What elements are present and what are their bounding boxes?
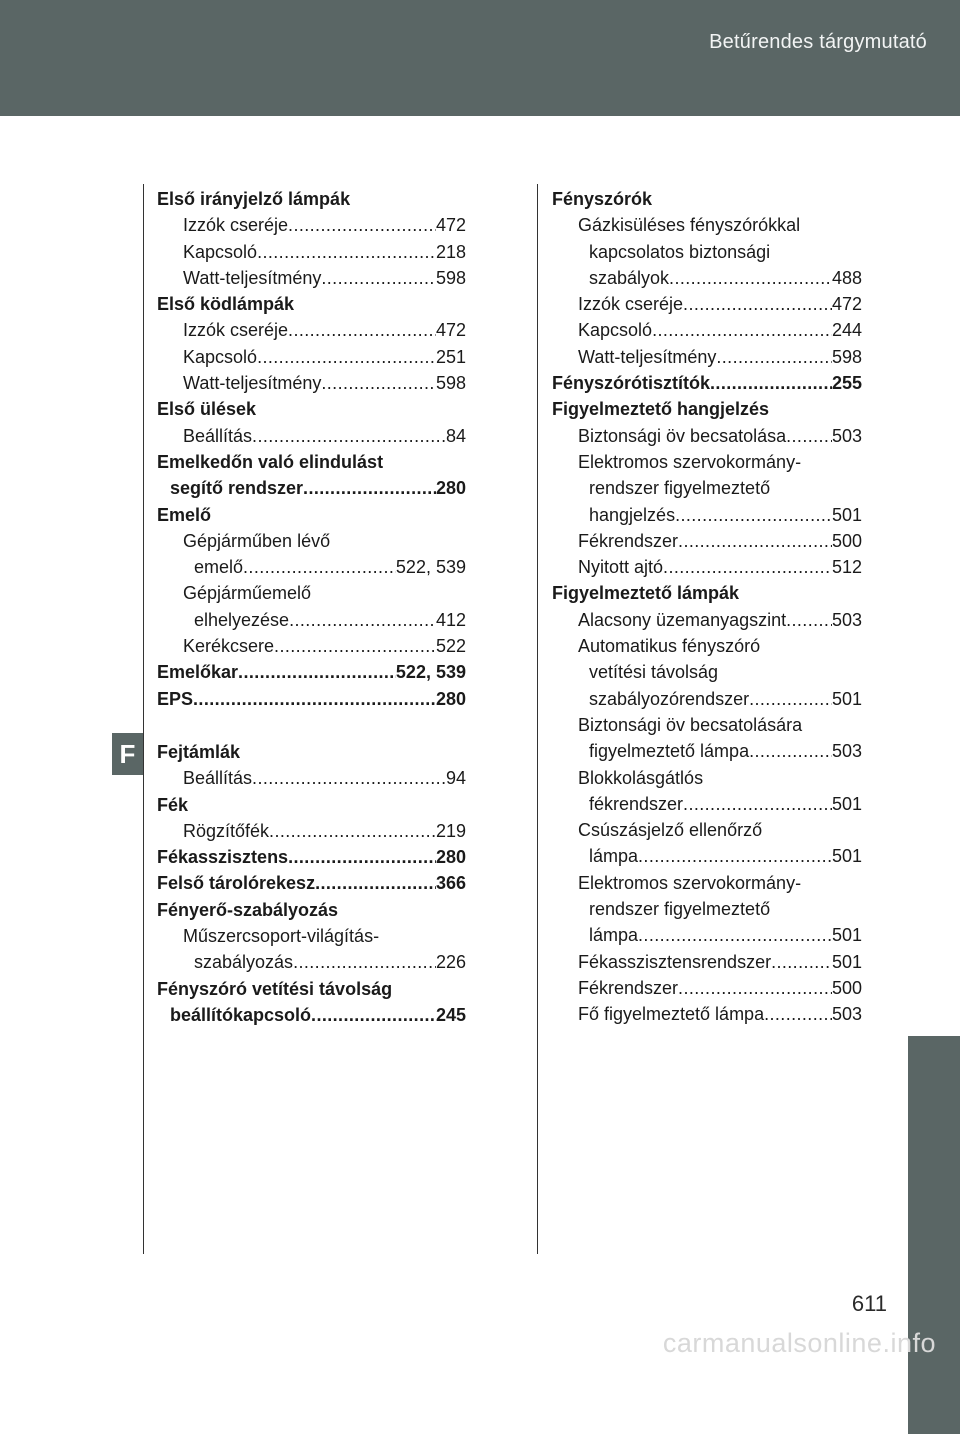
index-entry xyxy=(552,449,862,475)
page-header xyxy=(0,0,960,116)
index-entry xyxy=(157,449,466,475)
index-entry-term: Emelőkar xyxy=(157,662,239,683)
index-entry-term: szabályozórendszer xyxy=(589,688,750,709)
dot-leader xyxy=(669,265,832,291)
index-entry-term: beállítókapcsoló xyxy=(170,1004,312,1025)
index-entry-term: Emelő xyxy=(157,504,212,525)
index-entry-page: 244 xyxy=(831,320,862,341)
index-entry-term: segítő rendszer xyxy=(170,478,304,499)
index-entry-term: lámpa xyxy=(589,925,639,946)
index-entry xyxy=(157,239,466,265)
index-entry xyxy=(157,607,466,633)
index-entry-page: 503 xyxy=(831,741,862,762)
index-entry xyxy=(552,870,862,896)
index-entry xyxy=(552,922,862,948)
index-entry-page: 366 xyxy=(435,873,466,894)
index-entry xyxy=(552,949,862,975)
index-entry-term: szabályok xyxy=(589,267,670,288)
index-entry xyxy=(552,396,862,422)
index-entry xyxy=(157,212,466,238)
index-entry-term: Gázkisüléses fényszórókkal xyxy=(578,215,801,236)
index-entry xyxy=(552,659,862,685)
index-column-left xyxy=(157,186,466,1028)
index-entry-term: Első ködlámpák xyxy=(157,294,295,315)
index-entry-page: 219 xyxy=(435,820,466,841)
index-entry xyxy=(157,554,466,580)
index-entry-page: 522, 539 xyxy=(395,557,466,578)
index-entry-term: Alacsony üzemanyagszint xyxy=(578,609,787,630)
dot-leader xyxy=(663,554,832,580)
index-entry-term: Beállítás xyxy=(183,768,253,789)
index-entry-page: 503 xyxy=(831,1004,862,1025)
watermark: carmanualsonline.info xyxy=(662,1328,936,1358)
index-entry xyxy=(552,791,862,817)
right-column-rule xyxy=(537,184,538,1254)
index-entry xyxy=(552,975,862,1001)
index-entry-term: Fék xyxy=(157,794,189,815)
dot-leader xyxy=(683,791,832,817)
index-entry xyxy=(552,212,862,238)
index-entry xyxy=(552,817,862,843)
section-title: Betűrendes tárgymutató xyxy=(709,31,927,53)
index-entry xyxy=(552,475,862,501)
index-entry-page: 94 xyxy=(445,768,466,789)
index-entry xyxy=(157,396,466,422)
index-entry-term: Watt-teljesítmény xyxy=(578,346,717,367)
index-entry xyxy=(157,186,466,212)
index-entry xyxy=(552,712,862,738)
index-entry xyxy=(552,843,862,869)
index-entry-term: Rögzítőfék xyxy=(183,820,270,841)
index-entry-page: 598 xyxy=(831,346,862,367)
page-number: 611 xyxy=(851,1291,887,1316)
index-entry xyxy=(552,686,862,712)
dot-leader xyxy=(252,423,446,449)
dot-leader xyxy=(683,291,832,317)
dot-leader xyxy=(786,423,832,449)
index-entry xyxy=(552,344,862,370)
index-entry xyxy=(157,502,466,528)
index-entry-term: Fényerő-szabályozás xyxy=(157,899,339,920)
index-column-right xyxy=(552,186,862,1028)
index-entry xyxy=(552,1001,862,1027)
index-entry xyxy=(157,765,466,791)
dot-leader xyxy=(638,922,832,948)
index-entry-page: 472 xyxy=(435,320,466,341)
dot-leader xyxy=(764,1001,832,1027)
index-entry-term: emelő xyxy=(194,557,244,578)
index-entry-page: 226 xyxy=(435,952,466,973)
index-entry xyxy=(157,976,466,1002)
index-entry-page: 488 xyxy=(831,267,862,288)
index-entry xyxy=(552,291,862,317)
index-entry-term: Fényszórók xyxy=(552,189,653,209)
index-entry xyxy=(157,1002,466,1028)
index-entry xyxy=(552,896,862,922)
index-entry-page: 512 xyxy=(831,557,862,578)
index-entry-term: fékrendszer xyxy=(589,793,684,814)
index-entry-page: 503 xyxy=(831,609,862,630)
index-letter-tab: F xyxy=(112,733,143,775)
index-entry-term: figyelmeztető lámpa xyxy=(589,741,750,762)
dot-leader xyxy=(771,949,832,975)
index-entry xyxy=(157,423,466,449)
dot-leader xyxy=(243,554,396,580)
index-entry xyxy=(552,528,862,554)
index-entry xyxy=(157,344,466,370)
index-entry xyxy=(157,265,466,291)
dot-leader xyxy=(238,659,396,685)
index-entry xyxy=(552,633,862,659)
dot-leader xyxy=(321,265,436,291)
dot-leader xyxy=(786,607,832,633)
dot-leader xyxy=(749,738,832,764)
index-entry-term: Nyitott ajtó xyxy=(578,557,664,578)
index-entry xyxy=(157,844,466,870)
chapter-side-tab xyxy=(908,1036,960,1434)
dot-leader xyxy=(652,317,832,343)
index-entry-page: 501 xyxy=(831,688,862,709)
index-entry-page: 245 xyxy=(435,1004,466,1025)
dot-leader xyxy=(678,975,832,1001)
dot-leader xyxy=(315,870,436,896)
index-entry-term: Biztonsági öv becsatolása xyxy=(578,425,787,446)
index-entry xyxy=(157,633,466,659)
index-entry xyxy=(552,580,862,606)
index-entry-term: Első ülések xyxy=(157,399,257,420)
dot-leader xyxy=(675,502,832,528)
index-entry xyxy=(157,870,466,896)
index-entry xyxy=(552,765,862,791)
dot-leader xyxy=(257,239,436,265)
index-entry-term: Emelkedőn való elindulást xyxy=(157,451,384,472)
dot-leader xyxy=(303,475,436,501)
index-entry xyxy=(157,923,466,949)
index-entry xyxy=(552,738,862,764)
index-entry-term: Kapcsoló xyxy=(183,346,258,367)
index-entry xyxy=(157,792,466,818)
index-entry-term: Fő figyelmeztető lámpa xyxy=(578,1004,765,1025)
index-entry-page: 280 xyxy=(435,688,466,709)
dot-leader xyxy=(269,818,436,844)
index-entry-page: 501 xyxy=(831,846,862,867)
left-column-rule xyxy=(143,184,144,1254)
dot-leader xyxy=(257,344,436,370)
index-entry-term: Biztonsági öv becsatolására xyxy=(578,714,803,735)
index-entry-term: Figyelmeztető hangjelzés xyxy=(552,399,770,420)
dot-leader xyxy=(193,686,436,712)
index-entry-page: 598 xyxy=(435,373,466,394)
index-entry-term: Elektromos szervokormány- xyxy=(578,451,802,472)
index-entry-page: 501 xyxy=(831,951,862,972)
index-entry-page: 501 xyxy=(831,504,862,525)
index-entry-term: szabályozás xyxy=(194,952,294,973)
index-entry xyxy=(552,239,862,265)
index-entry xyxy=(552,186,862,212)
index-entry-term: Csúszásjelző ellenőrző xyxy=(578,820,763,841)
index-entry xyxy=(552,317,862,343)
index-entry-page: 500 xyxy=(831,977,862,998)
index-entry-page: 218 xyxy=(435,241,466,262)
index-entry xyxy=(552,607,862,633)
index-entry xyxy=(157,291,466,317)
index-entry xyxy=(552,265,862,291)
index-entry-term: Izzók cseréje xyxy=(578,294,684,315)
index-entry-term: lámpa xyxy=(589,846,639,867)
index-entry-term: elhelyezése xyxy=(194,609,290,630)
index-entry xyxy=(157,580,466,606)
index-entry-page: 280 xyxy=(435,847,466,868)
dot-leader xyxy=(321,370,436,396)
index-entry-page: 501 xyxy=(831,925,862,946)
index-entry-term: Izzók cseréje xyxy=(183,320,289,341)
index-entry-term: rendszer figyelmeztető xyxy=(589,478,771,499)
index-entry-term: Watt-teljesítmény xyxy=(183,373,322,394)
dot-leader xyxy=(749,686,832,712)
index-entry xyxy=(157,897,466,923)
index-entry-term: Műszercsoport-világítás- xyxy=(183,926,380,947)
index-entry-page: 255 xyxy=(831,373,862,394)
index-entry-term: kapcsolatos biztonsági xyxy=(589,241,771,262)
index-entry-page: 472 xyxy=(831,294,862,315)
index-entry xyxy=(157,739,466,765)
index-entry-page: 280 xyxy=(435,478,466,499)
dot-leader xyxy=(710,370,832,396)
index-entry xyxy=(552,423,862,449)
index-entry xyxy=(157,475,466,501)
index-entry-term: Kapcsoló xyxy=(578,320,653,341)
index-entry-page: 472 xyxy=(435,215,466,236)
index-entry-page: 84 xyxy=(445,425,466,446)
index-entry-term: Watt-teljesítmény xyxy=(183,267,322,288)
index-entry-term: Figyelmeztető lámpák xyxy=(552,583,740,604)
index-entry xyxy=(157,686,466,712)
index-entry-term: Izzók cseréje xyxy=(183,215,289,236)
index-entry xyxy=(157,528,466,554)
index-entry-term: Fékasszisztens xyxy=(157,847,289,868)
index-entry-term: Kapcsoló xyxy=(183,241,258,262)
index-entry-term: Gépjárműben lévő xyxy=(183,530,331,551)
index-entry-page: 501 xyxy=(831,793,862,814)
dot-leader xyxy=(638,843,832,869)
dot-leader xyxy=(288,212,436,238)
dot-leader xyxy=(288,844,436,870)
index-entry-term: Kerékcsere xyxy=(183,636,275,657)
index-entry-term: Fényszórótisztítók xyxy=(552,373,711,394)
dot-leader xyxy=(274,633,436,659)
index-entry-term: Blokkolásgátlós xyxy=(578,767,704,788)
index-entry-term: Első irányjelző lámpák xyxy=(157,189,351,209)
dot-leader xyxy=(289,607,436,633)
index-entry-page: 500 xyxy=(831,530,862,551)
index-entry-term: Elektromos szervokormány- xyxy=(578,872,802,893)
index-entry-term: Fékasszisztensrendszer xyxy=(578,951,772,972)
dot-leader xyxy=(716,344,832,370)
index-entry xyxy=(552,554,862,580)
index-entry-term: Fékrendszer xyxy=(578,530,679,551)
dot-leader xyxy=(678,528,832,554)
index-entry-term: Felső tárolórekesz xyxy=(157,873,316,894)
index-entry-page: 503 xyxy=(831,425,862,446)
index-entry-term: rendszer figyelmeztető xyxy=(589,899,771,920)
index-entry xyxy=(157,370,466,396)
index-entry-term: Fékrendszer xyxy=(578,977,679,998)
index-entry xyxy=(157,317,466,343)
dot-leader xyxy=(293,949,436,975)
dot-leader xyxy=(288,317,436,343)
index-entry-term: Fejtámlák xyxy=(157,741,241,762)
index-entry-term: Automatikus fényszóró xyxy=(578,636,761,657)
index-entry xyxy=(157,949,466,975)
index-entry-term: vetítési távolság xyxy=(589,662,719,683)
index-entry xyxy=(157,818,466,844)
dot-leader xyxy=(311,1002,436,1028)
index-entry-page: 598 xyxy=(435,267,466,288)
index-entry-term: EPS xyxy=(157,688,194,709)
index-entry-page: 522, 539 xyxy=(395,662,466,683)
index-entry xyxy=(552,502,862,528)
index-entry xyxy=(552,370,862,396)
index-entry-page: 522 xyxy=(435,636,466,657)
index-entry xyxy=(157,659,466,685)
index-entry-term: Gépjárműemelő xyxy=(183,583,312,604)
index-entry-page: 251 xyxy=(435,346,466,367)
index-entry-term: hangjelzés xyxy=(589,504,676,525)
index-entry-term: Beállítás xyxy=(183,425,253,446)
index-entry-page: 412 xyxy=(435,609,466,630)
index-entry-term: Fényszóró vetítési távolság xyxy=(157,978,393,999)
dot-leader xyxy=(252,765,446,791)
